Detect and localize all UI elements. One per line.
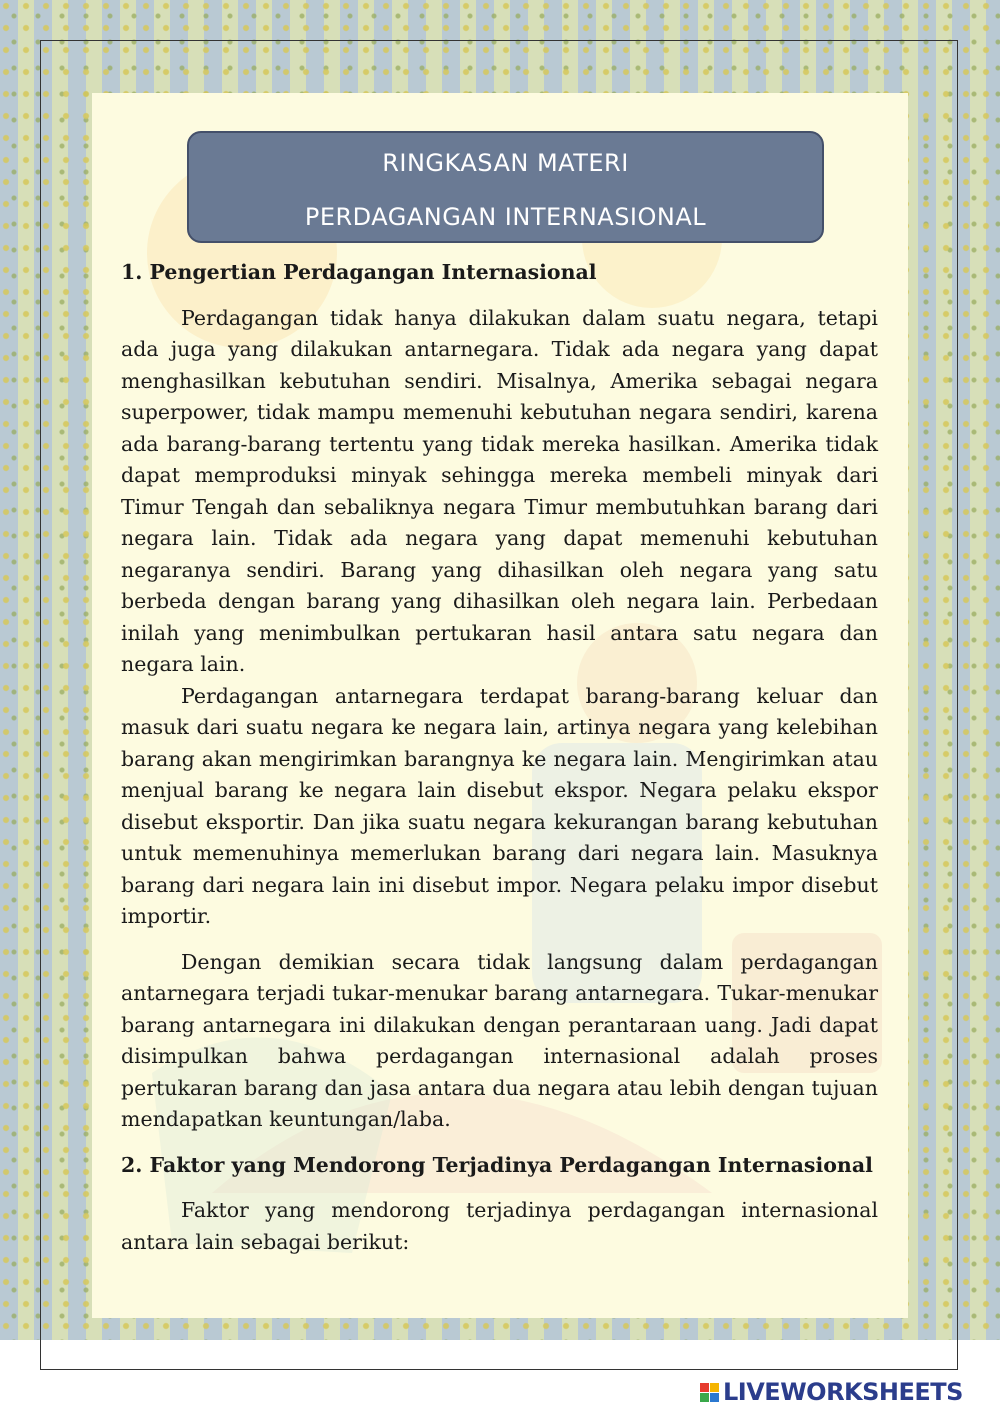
brand-text: LIVEWORKSHEETS xyxy=(723,1378,963,1406)
section-heading-1: 1. Pengertian Perdagangan Internasional xyxy=(121,260,597,284)
title-line-1: RINGKASAN MATERI xyxy=(382,149,629,177)
section-heading-2: 2. Faktor yang Mendorong Terjadinya Perdagangan Internasional xyxy=(121,1152,873,1177)
section-1-paragraph-2: Perdagangan antarnegara terdapat barang-barang keluar dan masuk dari suatu negara ke negara lain, artinya negara yang kelebihan barang akan mengirimkan barangnya ke negara lain. Mengirimkan atau menjual barang ke negara lain disebut ekspor. Negara pelaku ekspor disebut eksportir. Dan jika suatu negara kekurangan barang kebutuhan untuk memenuhinya memerlukan barang dari negara lain. Masuknya barang dari negara lain ini disebut impor. Negara pelaku impor disebut importir. xyxy=(121,683,878,928)
section-1-paragraph-3: Dengan demikian secara tidak langsung dalam perdagangan antarnegara terjadi tukar-menukar barang antarnegara. Tukar-menukar barang antarnegara ini dilakukan dengan perantaraan uang. Jadi dapat disimpulkan bahwa perdagangan internasional adalah proses pertukaran barang dan jasa antara dua negara atau lebih dengan tujuan mendapatkan keuntungan/laba. xyxy=(121,949,878,1131)
liveworksheets-logo-icon xyxy=(700,1383,719,1402)
section-2-paragraph-1: Faktor yang mendorong terjadinya perdagangan internasional antara lain sebagai berikut: xyxy=(121,1198,878,1254)
main-content xyxy=(121,257,878,1258)
liveworksheets-logo[interactable] xyxy=(700,1378,963,1406)
section-1-paragraph-1: Perdagangan tidak hanya dilakukan dalam suatu negara, tetapi ada juga yang dilakukan antarnegara. Tidak ada negara yang dapat menghasilkan kebutuhan sendiri. Misalnya, Amerika sebagai negara superpower, tidak mampu memenuhi kebutuhan negara sendiri, karena ada barang-barang tertentu yang tidak mereka hasilkan. Amerika tidak dapat memproduksi minyak sehingga mereka membeli minyak dari Timur Tengah dan sebaliknya negara Timur membutuhkan barang dari negara lain. Tidak ada negara yang dapat memenuhi kebutuhan negaranya sendiri. Barang yang dihasilkan oleh negara yang satu berbeda dengan barang yang dihasilkan oleh negara lain. Perbedaan inilah yang menimbulkan pertukaran hasil antara satu negara dan negara lain. xyxy=(121,305,878,676)
title-line-2: PERDAGANGAN INTERNASIONAL xyxy=(304,203,707,231)
title-banner xyxy=(187,131,824,243)
